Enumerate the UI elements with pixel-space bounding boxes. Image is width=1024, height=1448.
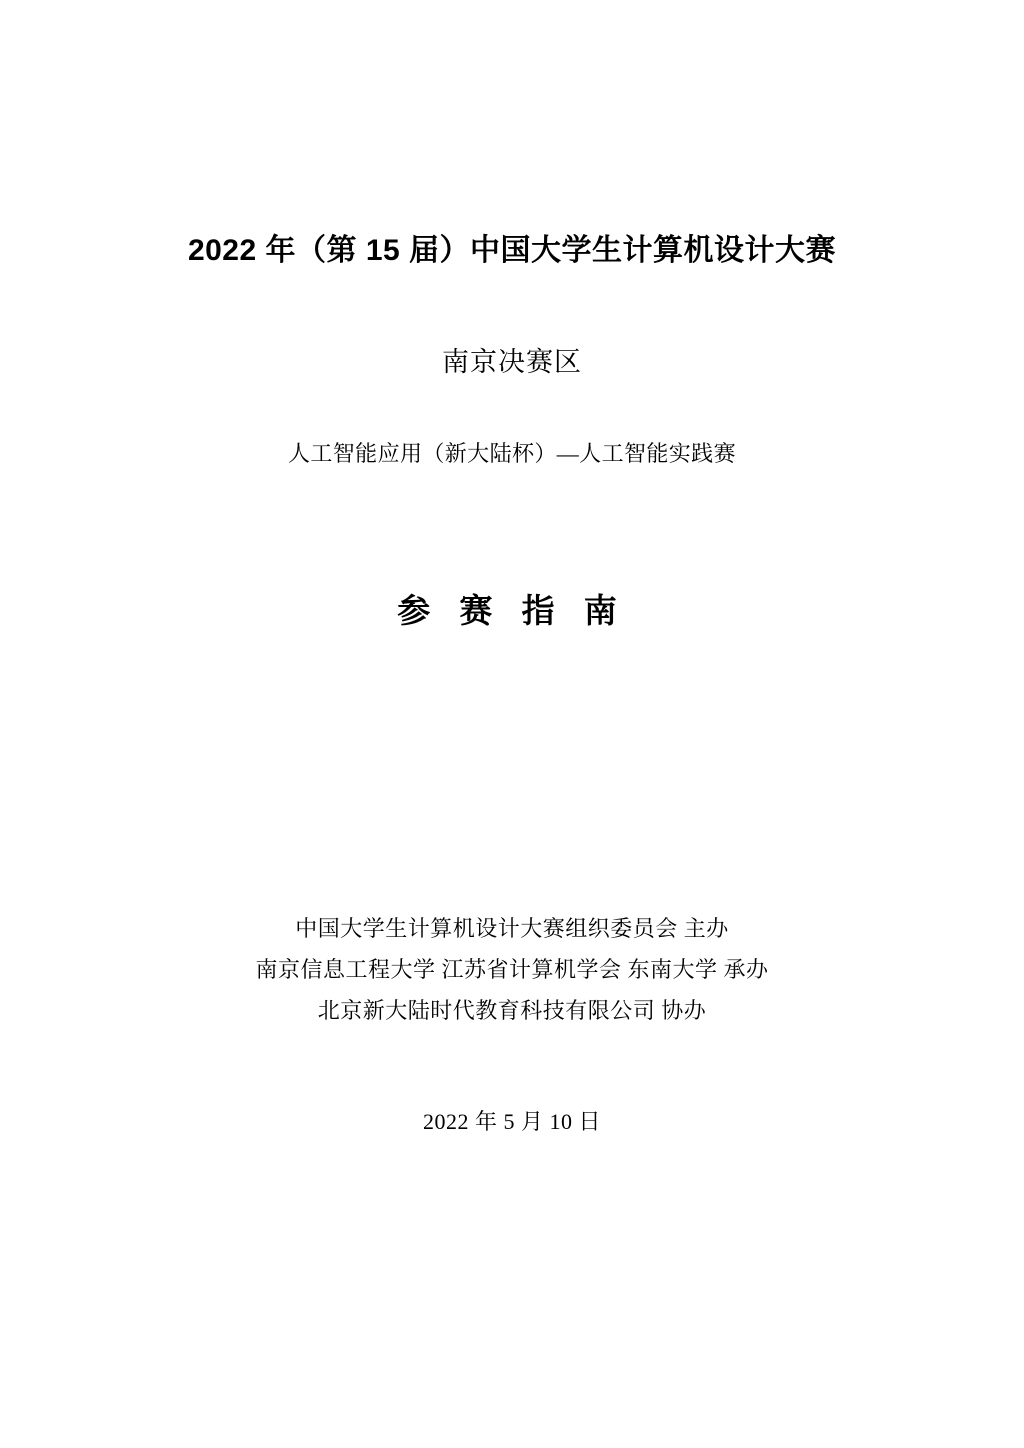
competition-region-title: 南京决赛区: [442, 347, 582, 377]
organizer-line: 南京信息工程大学 江苏省计算机学会 东南大学 承办: [255, 957, 769, 982]
organizer-line: 中国大学生计算机设计大赛组织委员会 主办: [295, 916, 729, 941]
organizer-line: 北京新大陆时代教育科技有限公司 协办: [317, 998, 707, 1023]
document-type-title: 参 赛 指 南: [397, 592, 627, 629]
competition-track-title: 人工智能应用（新大陆杯）—人工智能实践赛: [287, 441, 736, 466]
page-title: 2022 年（第 15 届）中国大学生计算机设计大赛: [187, 234, 837, 267]
document-date: 2022 年 5 月 10 日: [422, 1109, 601, 1134]
organizers-block: [0, 908, 1024, 1031]
